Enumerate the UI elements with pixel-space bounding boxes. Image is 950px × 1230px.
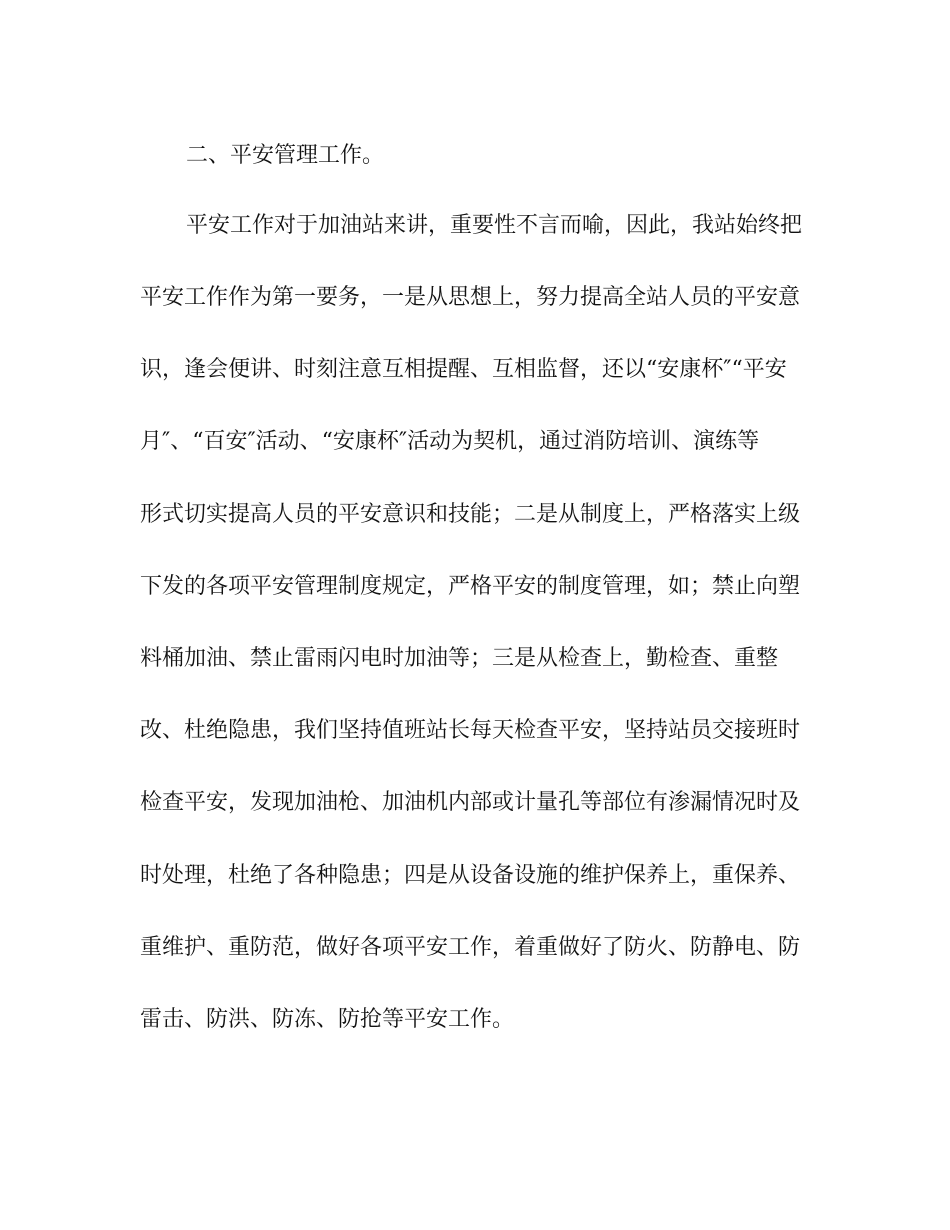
- paragraph-line: 改、杜绝隐患，我们坚持值班站长每天检查平安，坚持站员交接班时: [140, 718, 801, 743]
- paragraph-line: 月″、“百安″活动、“安康杯″活动为契机，通过消防培训、演练等: [140, 429, 760, 454]
- paragraph-line: 识，逢会便讲、时刻注意互相提醒、互相监督，还以“安康杯″“平安: [140, 357, 787, 382]
- paragraph-line: 检查平安，发现加油枪、加油机内部或计量孔等部位有渗漏情况时及: [140, 790, 801, 815]
- paragraph-line: 重维护、重防范，做好各项平安工作，着重做好了防火、防静电、防: [140, 935, 801, 960]
- paragraph-line: 下发的各项平安管理制度规定，严格平安的制度管理，如；禁止向塑: [140, 574, 801, 599]
- paragraph-line: 雷击、防洪、防冻、防抢等平安工作。: [140, 1007, 515, 1032]
- section-heading: 二、平安管理工作。: [186, 143, 385, 168]
- paragraph-line: 料桶加油、禁止雷雨闪电时加油等；三是从检查上，勤检查、重整: [140, 646, 779, 671]
- paragraph-line: 平安工作作为第一要务，一是从思想上，努力提高全站人员的平安意: [140, 285, 801, 310]
- paragraph-line: 平安工作对于加油站来讲，重要性不言而喻，因此，我站始终把: [186, 213, 803, 238]
- paragraph-line: 时处理，杜绝了各种隐患；四是从设备设施的维护保养上，重保养、: [140, 863, 801, 888]
- paragraph-line: 形式切实提高人员的平安意识和技能；二是从制度上，严格落实上级: [140, 502, 801, 527]
